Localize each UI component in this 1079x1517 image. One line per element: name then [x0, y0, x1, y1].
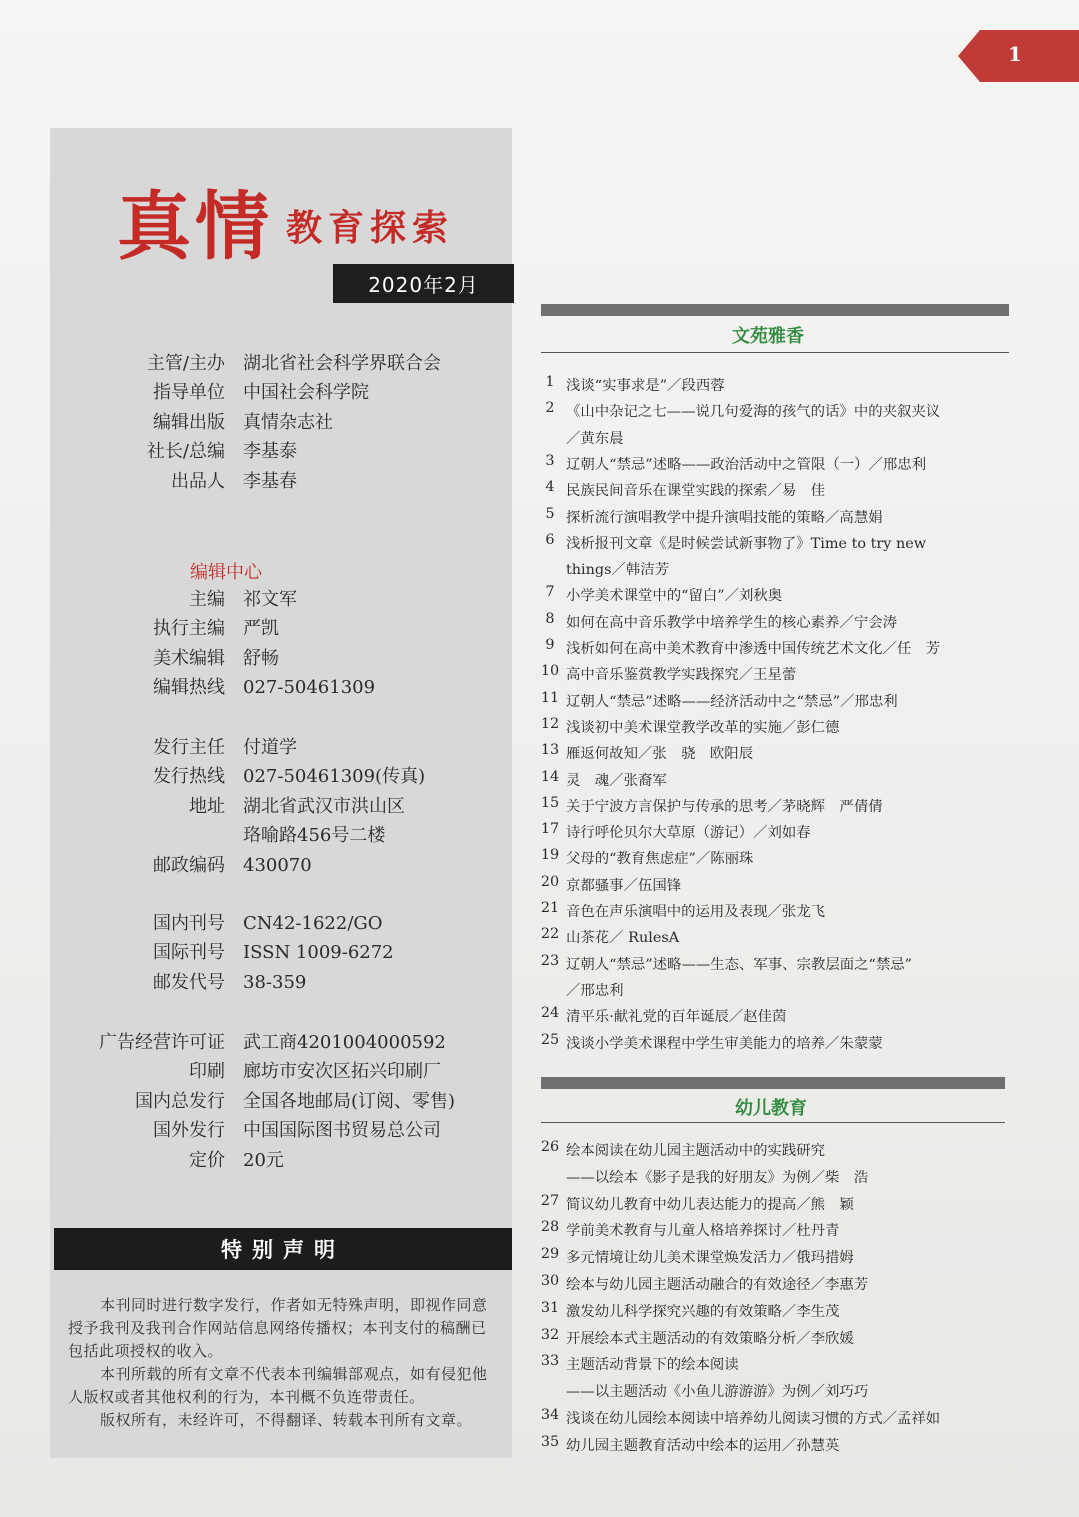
issue-date: 2020年2月: [333, 264, 514, 303]
toc-page-number: 23: [540, 952, 560, 969]
info-row: [0, 1028, 520, 1057]
toc-title: ——以主题活动《小鱼儿游游游》为例／刘巧巧: [566, 1384, 869, 1401]
toc-title: 民族民间音乐在课堂实践的探索／易 佳: [566, 483, 826, 500]
masthead-info: [0, 349, 520, 496]
info-value: 舒畅: [243, 647, 279, 669]
toc-title: 幼儿园主题教育活动中绘本的运用／孙慧英: [566, 1437, 840, 1454]
info-value: 027-50461309(传真): [243, 766, 426, 788]
info-label: 美术编辑: [153, 647, 225, 669]
info-row: [0, 733, 520, 762]
toc-page-number: 32: [540, 1326, 560, 1343]
toc-title: 山茶花／ RulesA: [566, 930, 680, 947]
toc-page-number: 33: [540, 1353, 560, 1370]
magazine-logo: 真情: [117, 184, 273, 270]
toc-title: 关于宁波方言保护与传承的思考／茅晓辉 严倩倩: [566, 798, 883, 815]
publishing-info: [0, 1028, 520, 1175]
toc-page-number: 10: [540, 663, 560, 680]
info-label: 地址: [189, 795, 225, 817]
toc-page-number: 3: [545, 452, 555, 469]
toc-title: 《山中杂记之七——说几句爱海的孩气的话》中的夹叙夹议: [566, 404, 941, 421]
toc-page-number: 14: [540, 768, 560, 785]
info-label: 定价: [189, 1149, 225, 1171]
editor-center-title: 编辑中心: [190, 562, 262, 583]
toc-title: 探析流行演唱教学中提升演唱技能的策略／高慧娟: [566, 509, 883, 526]
info-label: 编辑热线: [153, 677, 225, 699]
info-value: 李基泰: [243, 441, 297, 463]
page-number-tab: [958, 30, 1079, 82]
editors-info: [0, 585, 520, 703]
toc-page-number: 34: [540, 1407, 560, 1423]
toc-title: 多元情境让幼儿美术课堂焕发活力／俄玛措姆: [566, 1250, 854, 1267]
toc-title: 浅谈初中美术课堂教学改革的实施／彭仁德: [566, 719, 840, 736]
toc-title: 小学美术课堂中的“留白”／刘秋奥: [566, 588, 783, 605]
toc-page-number: 1: [545, 374, 555, 390]
info-label: 发行主任: [153, 737, 225, 758]
toc-page-number: 2: [545, 400, 555, 417]
info-label: 国内总发行: [135, 1090, 225, 1112]
info-value: 中国社会科学院: [243, 382, 369, 404]
info-value: 全国各地邮局(订阅、零售): [243, 1090, 456, 1112]
toc-page-number: 26: [540, 1139, 560, 1155]
info-row: [0, 614, 520, 643]
info-row: [0, 467, 520, 496]
info-row: [0, 968, 520, 997]
toc-page-number: 28: [540, 1219, 560, 1236]
toc-title: 浅谈“实事求是”／段西蓉: [566, 378, 725, 394]
section-divider: [541, 352, 1009, 353]
info-row: [0, 437, 520, 466]
toc-page-number: 4: [545, 479, 555, 496]
info-value: 20元: [243, 1149, 284, 1171]
info-row: [0, 1146, 520, 1175]
info-value: 湖北省武汉市洪山区: [243, 795, 405, 817]
info-row: [0, 349, 520, 378]
toc-title: 京都骚事／伍国锋: [566, 877, 682, 894]
toc-page-number: 27: [540, 1192, 560, 1209]
info-label: 邮政编码: [153, 854, 225, 876]
toc-title: 开展绘本式主题活动的有效策略分析／李欣媛: [566, 1330, 854, 1347]
toc-title: 辽朝人“禁忌”述略——经济活动中之“禁忌”／邢忠利: [566, 693, 898, 710]
info-label: 主管/主办: [146, 353, 225, 374]
info-label: 执行主编: [153, 618, 225, 640]
info-label: 社长/总编: [146, 441, 225, 463]
toc-page-number: 17: [540, 821, 560, 838]
toc-title: 灵 魂／张裔军: [566, 772, 667, 789]
info-label: 发行热线: [153, 766, 225, 788]
info-row: [0, 644, 520, 673]
info-value: 027-50461309: [243, 677, 376, 699]
info-value: 中国国际图书贸易总公司: [243, 1120, 441, 1142]
info-row: [0, 378, 520, 407]
toc-page-number: 25: [540, 1031, 560, 1048]
page-number: 1: [1008, 42, 1022, 66]
info-label: 国内刊号: [153, 913, 225, 934]
info-value: 廊坊市安次区拓兴印刷厂: [243, 1061, 441, 1083]
info-row: [0, 1116, 520, 1145]
issn-info: [0, 909, 520, 997]
info-label: 主编: [189, 589, 225, 610]
section-divider: [541, 1122, 1005, 1123]
info-value: 武工商4201004000592: [243, 1032, 446, 1053]
toc-title: 学前美术教育与儿童人格培养探讨／杜丹青: [566, 1223, 840, 1240]
info-row: [0, 1087, 520, 1116]
toc-title: 浅谈小学美术课程中学生审美能力的培养／朱蒙蒙: [566, 1035, 883, 1052]
toc-page-number: 29: [540, 1246, 560, 1263]
info-value: 38-359: [243, 971, 307, 993]
toc-title: 辽朝人“禁忌”述略——政治活动中之管限（一）／邢忠利: [566, 456, 927, 473]
notice-paragraph: 本刊所载的所有文章不代表本刊编辑部观点，如有侵犯他人版权或者其他权利的行为，本刊概不负连带责任。: [68, 1365, 488, 1406]
section-title-youer: 幼儿教育: [735, 1098, 807, 1119]
toc-page-number: 9: [545, 637, 555, 653]
info-row: [0, 762, 520, 791]
info-row: [0, 1057, 520, 1086]
section-title-wenyuan: 文苑雅香: [732, 326, 804, 347]
info-row: [0, 909, 520, 938]
toc-title: 诗行呼伦贝尔大草原（游记）／刘如春: [566, 825, 811, 842]
info-value: 430070: [243, 854, 312, 876]
info-value: 付道学: [243, 737, 297, 758]
info-row: [0, 851, 520, 880]
info-value: CN42-1622/GO: [243, 913, 383, 934]
toc-title: 浅谈在幼儿园绘本阅读中培养幼儿阅读习惯的方式／孟祥如: [566, 1411, 941, 1427]
toc-title: 辽朝人“禁忌”述略——生态、军事、宗教层面之“禁忌”: [566, 956, 913, 973]
toc-title: 高中音乐鉴赏教学实践探究／王星蕾: [566, 667, 797, 684]
section-bar: [541, 304, 1009, 316]
toc-title: ／邢忠利: [566, 982, 624, 999]
info-value: 珞喻路456号二楼: [243, 825, 386, 847]
toc-page-number: 12: [540, 715, 560, 732]
toc-title: things／韩洁芳: [566, 562, 670, 579]
info-label: 广告经营许可证: [99, 1032, 225, 1053]
toc-page-number: 13: [540, 742, 560, 759]
toc-title: ——以绘本《影子是我的好朋友》为例／柴 浩: [566, 1169, 869, 1186]
info-value: 湖北省社会科学界联合会: [243, 353, 441, 374]
info-row: [0, 673, 520, 702]
toc-title: 清平乐·献礼党的百年诞辰／赵佳茵: [566, 1009, 787, 1026]
info-row: [0, 408, 520, 437]
toc-page-number: 6: [545, 531, 555, 548]
info-value: 祁文军: [243, 589, 297, 610]
toc-page-number: 19: [540, 847, 560, 864]
toc-page-number: 5: [545, 505, 555, 522]
notice-title: 特别声明: [54, 1228, 512, 1270]
toc-page-number: 30: [540, 1273, 560, 1289]
info-label: 编辑出版: [153, 411, 225, 433]
toc-title: 浅析如何在高中美术教育中渗透中国传统艺术文化／任 芳: [566, 641, 941, 657]
toc-page-number: 21: [540, 900, 560, 916]
toc-page-number: 8: [545, 610, 555, 627]
toc-title: 音色在声乐演唱中的运用及表现／张龙飞: [566, 904, 826, 920]
toc-title: 激发幼儿科学探究兴趣的有效策略／李生茂: [566, 1303, 840, 1320]
info-row: [0, 821, 520, 850]
toc-page-number: 11: [540, 689, 560, 706]
toc-title: 绘本阅读在幼儿园主题活动中的实践研究: [566, 1143, 826, 1159]
info-label: 印刷: [189, 1061, 225, 1083]
info-value: 李基春: [243, 470, 297, 492]
info-label: 指导单位: [153, 382, 225, 404]
toc-title: 如何在高中音乐教学中培养学生的核心素养／宁会涛: [566, 614, 897, 631]
notice-paragraph: 本刊同时进行数字发行，作者如无特殊声明，即视作同意授予我刊及我刊合作网站信息网络传播权；本刊支付的稿酬已包括此项授权的收入。: [68, 1296, 488, 1360]
section-bar: [541, 1077, 1005, 1089]
info-row: [0, 938, 520, 967]
notice-text: [68, 1294, 500, 1432]
info-label: 国外发行: [153, 1120, 225, 1142]
info-label: 出品人: [171, 470, 225, 492]
info-row: [0, 792, 520, 821]
toc-page-number: 20: [540, 873, 560, 890]
toc-title: 浅析报刊文章《是时候尝试新事物了》Time to try new: [566, 535, 927, 552]
toc-page-number: 15: [540, 794, 560, 811]
info-label: 邮发代号: [153, 971, 225, 993]
toc-page-number: 35: [540, 1433, 560, 1450]
info-value: ISSN 1009-6272: [243, 942, 394, 964]
toc-title: ／黄东晨: [566, 430, 624, 447]
toc-page-number: 24: [540, 1005, 560, 1022]
toc-page-number: 7: [545, 584, 555, 601]
magazine-subtitle: 教育探索: [286, 207, 455, 249]
notice-paragraph: 版权所有，未经许可，不得翻译、转载本刊所有文章。: [100, 1411, 473, 1429]
toc-title: 雁返何故知／张 骁 欧阳辰: [566, 746, 754, 763]
distribution-info: [0, 733, 520, 880]
toc-title: 绘本与幼儿园主题活动融合的有效途径／李惠芳: [566, 1277, 869, 1293]
toc-page-number: 22: [540, 926, 560, 943]
toc-page-number: 31: [540, 1299, 560, 1316]
info-row: [0, 585, 520, 614]
toc-title: 父母的“教育焦虑症”／陈丽珠: [566, 851, 754, 868]
info-value: 真情杂志社: [243, 411, 333, 433]
info-label: 国际刊号: [153, 942, 225, 964]
info-value: 严凯: [243, 618, 279, 640]
toc-title: 简议幼儿教育中幼儿表达能力的提高／熊 颖: [566, 1196, 854, 1213]
toc-title: 主题活动背景下的绘本阅读: [566, 1357, 739, 1374]
